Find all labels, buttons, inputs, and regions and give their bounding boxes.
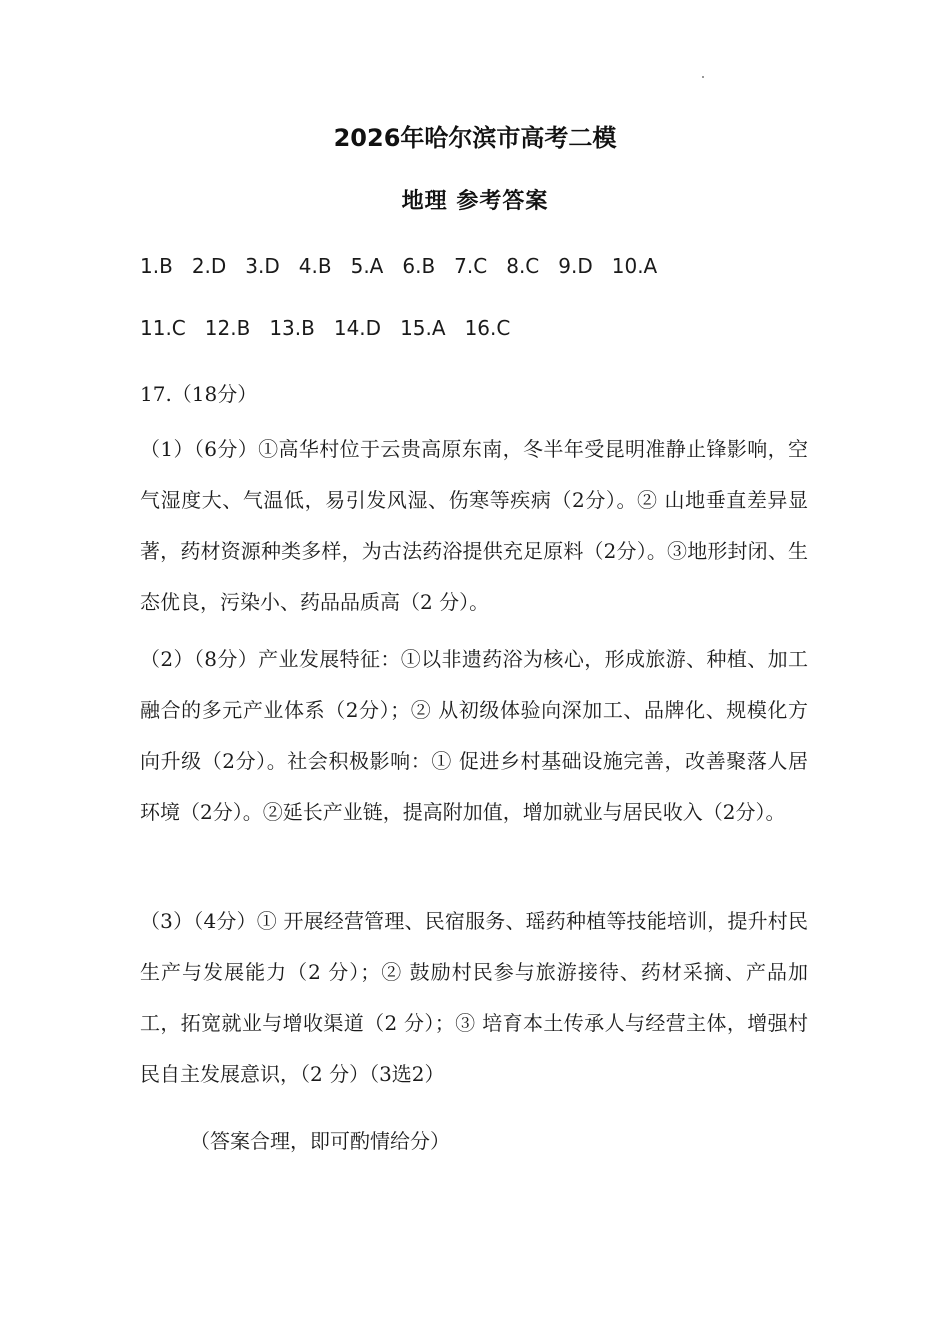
answer-5: 5.A xyxy=(350,254,384,278)
page-subtitle: 地理 参考答案 xyxy=(401,189,549,214)
answer-2: 2.D xyxy=(191,254,227,278)
answer-row-2 xyxy=(140,316,529,340)
page-title: 2026年哈尔滨市高考二模 xyxy=(333,124,617,152)
question-17-part-3: （3）（4分）① 开展经营管理、民宿服务、瑶药种植等技能培训，提升村民生产与发展能力（2 分）；② 鼓励村民参与旅游接待、药材采摘、产品加工，拓宽就业与增收渠道（2 分）；③ 培育本土传承人与经营主体，增强村民自主发展意识，（2 分）（3选2） xyxy=(140,909,808,1086)
answer-4: 4.B xyxy=(298,254,332,278)
answer-8: 8.C xyxy=(506,254,540,278)
answer-10: 10.A xyxy=(611,254,658,278)
answer-6: 6.B xyxy=(402,254,436,278)
answer-1: 1.B xyxy=(140,254,173,278)
answer-16: 16.C xyxy=(464,316,511,340)
question-17-heading: 17.（18分） xyxy=(140,382,258,406)
answer-11: 11.C xyxy=(140,316,186,340)
answer-14: 14.D xyxy=(333,316,382,340)
scan-dot xyxy=(702,76,704,78)
answer-9: 9.D xyxy=(558,254,593,278)
answer-7: 7.C xyxy=(454,254,488,278)
question-17-part-2: （2）（8分）产业发展特征：①以非遗药浴为核心，形成旅游、种植、加工融合的多元产业体系（2分）；② 从初级体验向深加工、品牌化、规模化方向升级（2分）。社会积极影响：① 促进乡村基础设施完善，改善聚落人居环境（2分）。②延长产业链，提高附加值，增加就业与居民收入（2分）。 xyxy=(140,647,808,824)
answer-3: 3.D xyxy=(245,254,280,278)
grading-note: （答案合理，即可酌情给分） xyxy=(190,1129,450,1153)
answer-12: 12.B xyxy=(204,316,251,340)
question-17-part-1: （1）（6分）①高华村位于云贵高原东南，冬半年受昆明准静止锋影响，空气湿度大、气温低，易引发风湿、伤寒等疾病（2分）。② 山地垂直差异显著，药材资源种类多样，为古法药浴提供充足原料（2分）。③地形封闭、生态优良，污染小、药品品质高（2 分）。 xyxy=(140,437,808,614)
answer-row-1 xyxy=(140,254,676,278)
answer-15: 15.A xyxy=(400,316,446,340)
answer-13: 13.B xyxy=(269,316,315,340)
